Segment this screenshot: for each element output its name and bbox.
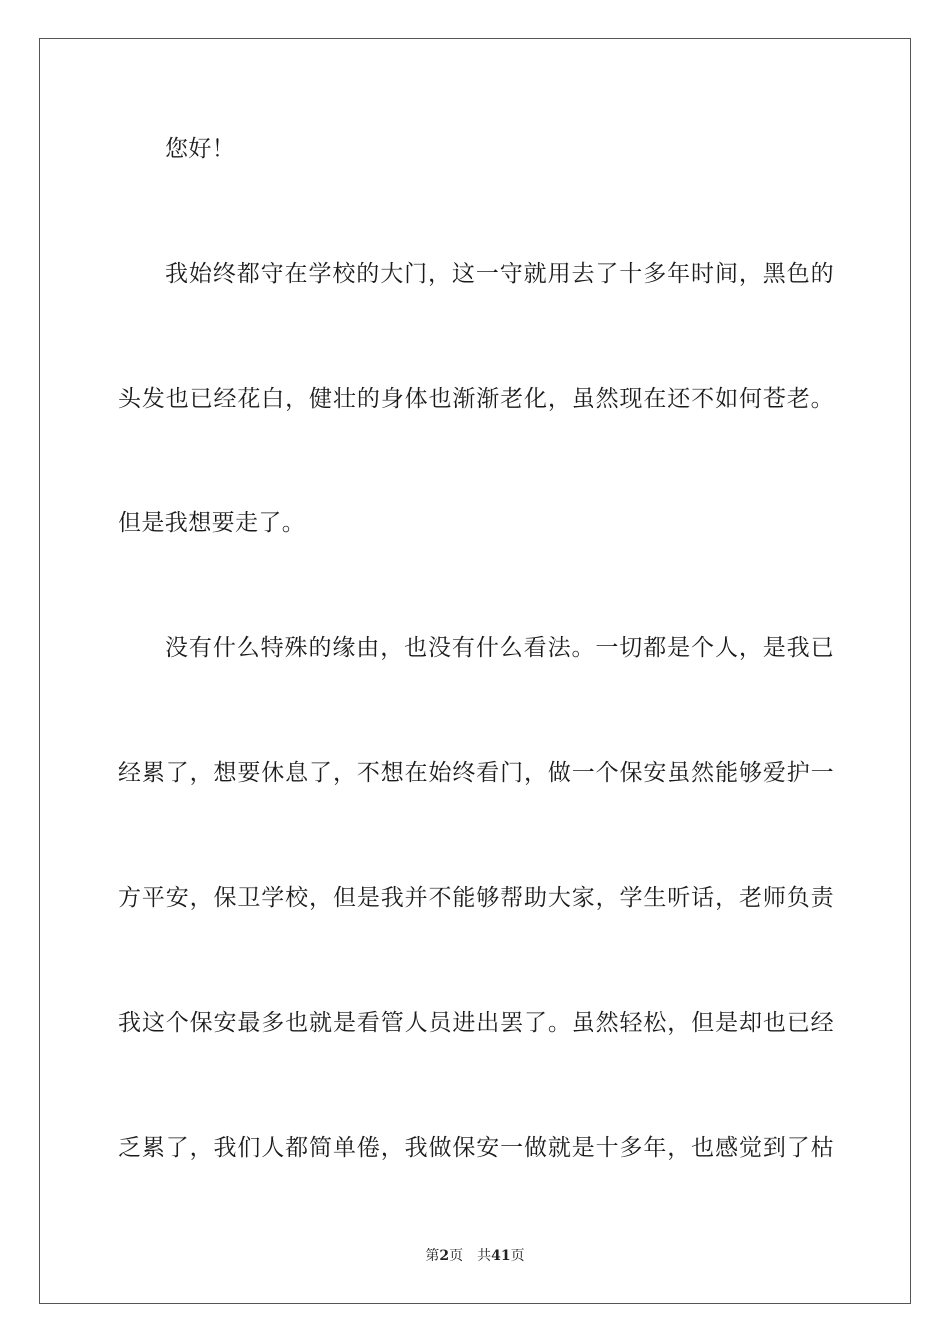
body-line-7: 我这个保安最多也就是看管人员进出罢了。虽然轻松，但是却也已经 bbox=[118, 1010, 834, 1036]
page-footer bbox=[0, 1247, 950, 1265]
body-line-8: 乏累了，我们人都简单倦，我做保安一做就是十多年，也感觉到了枯 bbox=[118, 1135, 834, 1161]
page-border bbox=[39, 38, 911, 1304]
body-line-3: 但是我想要走了。 bbox=[118, 510, 306, 536]
body-line-1: 我始终都守在学校的大门，这一守就用去了十多年时间，黑色的 bbox=[165, 261, 834, 287]
body-line-5: 经累了，想要休息了，不想在始终看门，做一个保安虽然能够爱护一 bbox=[118, 760, 834, 786]
footer-total-prefix: 共 bbox=[477, 1248, 492, 1264]
footer-page-prefix: 第 bbox=[425, 1248, 440, 1264]
body-line-6: 方平安，保卫学校，但是我并不能够帮助大家，学生听话，老师负责 bbox=[118, 885, 834, 911]
footer-total-pages: 41 bbox=[491, 1248, 511, 1264]
body-line-4: 没有什么特殊的缘由，也没有什么看法。一切都是个人，是我已 bbox=[165, 635, 834, 661]
footer-total-suffix: 页 bbox=[510, 1248, 525, 1264]
footer-page-suffix: 页 bbox=[449, 1248, 464, 1264]
footer-page-number: 2 bbox=[439, 1248, 450, 1264]
greeting-line: 您好！ bbox=[165, 136, 236, 162]
body-line-2: 头发也已经花白，健壮的身体也渐渐老化，虽然现在还不如何苍老。 bbox=[118, 386, 834, 412]
